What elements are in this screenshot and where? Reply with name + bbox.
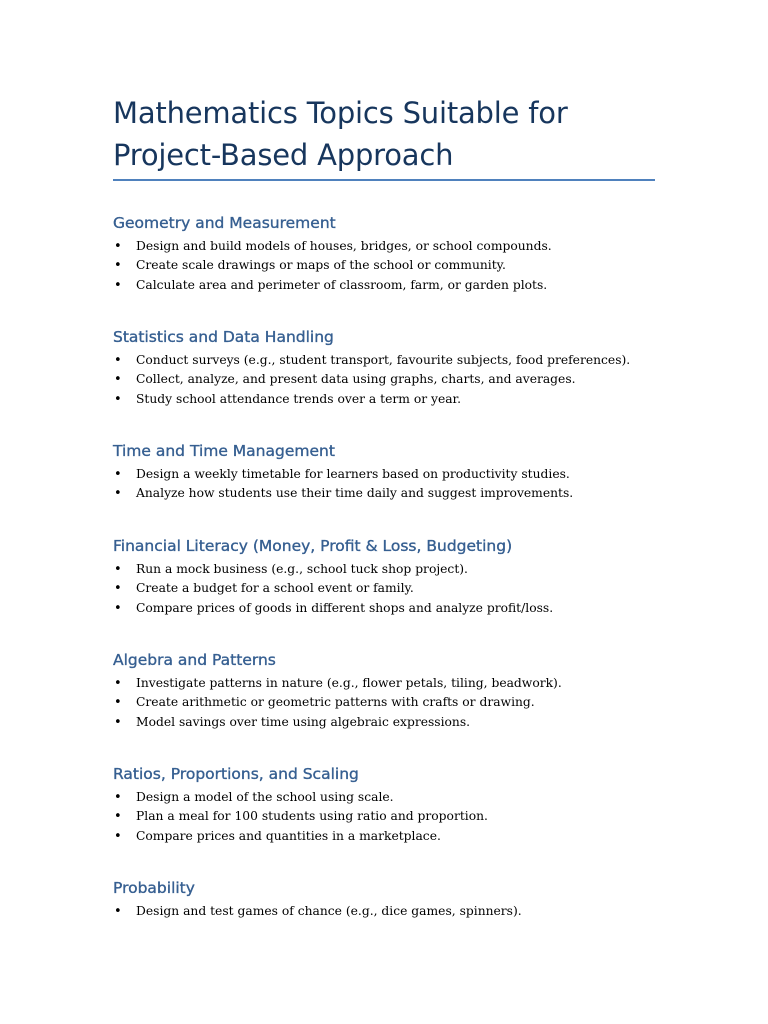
bullet-icon: • bbox=[114, 904, 122, 919]
bullet-icon: • bbox=[114, 353, 122, 368]
list-item-text: Compare prices and quantities in a marketplace. bbox=[136, 828, 441, 843]
list-item-text: Collect, analyze, and present data using graphs, charts, and averages. bbox=[136, 372, 576, 387]
bullet-icon: • bbox=[114, 600, 122, 616]
list-item bbox=[113, 390, 673, 409]
list-item bbox=[113, 599, 673, 618]
bullet-list bbox=[113, 560, 673, 618]
list-item-text: Design a model of the school using scale. bbox=[136, 790, 394, 804]
list-item-text: Analyze how students use their time daily and suggest improvements. bbox=[136, 486, 574, 501]
list-item bbox=[113, 237, 673, 256]
list-item-text: Calculate area and perimeter of classroom, farm, or garden plots. bbox=[136, 277, 548, 292]
section-ratios-proportions-and-scaling bbox=[113, 763, 673, 846]
bullet-icon: • bbox=[114, 258, 122, 274]
section-heading: Geometry and Measurement bbox=[113, 214, 336, 232]
bullet-list bbox=[113, 351, 673, 409]
list-item-text: Compare prices of goods in different shops and analyze profit/loss. bbox=[136, 600, 554, 615]
list-item-text: Investigate patterns in nature (e.g., flower petals, tiling, beadwork). bbox=[136, 676, 562, 690]
bullet-icon: • bbox=[114, 809, 122, 825]
list-item bbox=[113, 902, 673, 921]
list-item bbox=[113, 693, 673, 712]
list-item bbox=[113, 560, 673, 579]
list-item bbox=[113, 256, 673, 275]
bullet-icon: • bbox=[114, 695, 122, 711]
list-item-text: Study school attendance trends over a term or year. bbox=[136, 391, 461, 406]
bullet-list bbox=[113, 674, 673, 732]
section-heading: Ratios, Proportions, and Scaling bbox=[113, 765, 359, 783]
list-item-text: Design a weekly timetable for learners based on productivity studies. bbox=[136, 467, 570, 481]
section-statistics-and-data-handling bbox=[113, 326, 673, 409]
bullet-icon: • bbox=[114, 562, 122, 577]
list-item-text: Create scale drawings or maps of the school or community. bbox=[136, 258, 506, 273]
section-heading: Algebra and Patterns bbox=[113, 651, 276, 669]
bullet-icon: • bbox=[114, 372, 122, 388]
bullet-icon: • bbox=[114, 391, 122, 407]
list-item bbox=[113, 465, 673, 484]
list-item bbox=[113, 370, 673, 389]
title-underline bbox=[113, 179, 655, 181]
bullet-icon: • bbox=[114, 467, 122, 482]
section-heading: Probability bbox=[113, 879, 195, 897]
list-item-text: Model savings over time using algebraic expressions. bbox=[136, 714, 471, 729]
section-heading: Time and Time Management bbox=[113, 442, 335, 460]
list-item-text: Create a budget for a school event or family. bbox=[136, 581, 414, 596]
list-item-text: Conduct surveys (e.g., student transport, favourite subjects, food preferences). bbox=[136, 353, 631, 367]
list-item bbox=[113, 807, 673, 826]
list-item-text: Create arithmetic or geometric patterns with crafts or drawing. bbox=[136, 695, 535, 710]
section-probability bbox=[113, 877, 673, 921]
bullet-icon: • bbox=[114, 790, 122, 805]
section-algebra-and-patterns bbox=[113, 649, 673, 732]
list-item-text: Run a mock business (e.g., school tuck shop project). bbox=[136, 562, 468, 576]
bullet-icon: • bbox=[114, 714, 122, 730]
bullet-list bbox=[113, 465, 673, 504]
list-item bbox=[113, 276, 673, 295]
section-heading: Financial Literacy (Money, Profit & Loss, Budgeting) bbox=[113, 537, 513, 555]
bullet-list bbox=[113, 237, 673, 295]
bullet-icon: • bbox=[114, 676, 122, 691]
document-title: Mathematics Topics Suitable for Project-Based Approach bbox=[113, 96, 568, 172]
list-item bbox=[113, 351, 673, 370]
bullet-list bbox=[113, 902, 673, 921]
bullet-icon: • bbox=[114, 277, 122, 293]
section-financial-literacy bbox=[113, 535, 673, 618]
list-item-text: Plan a meal for 100 students using ratio and proportion. bbox=[136, 809, 488, 824]
bullet-icon: • bbox=[114, 239, 122, 254]
list-item bbox=[113, 713, 673, 732]
list-item bbox=[113, 579, 673, 598]
section-geometry-and-measurement bbox=[113, 212, 673, 295]
bullet-list bbox=[113, 788, 673, 846]
list-item bbox=[113, 788, 673, 807]
section-time-and-time-management bbox=[113, 440, 673, 504]
section-heading: Statistics and Data Handling bbox=[113, 328, 334, 346]
bullet-icon: • bbox=[114, 828, 122, 844]
bullet-icon: • bbox=[114, 486, 122, 502]
bullet-icon: • bbox=[114, 581, 122, 597]
list-item bbox=[113, 674, 673, 693]
list-item bbox=[113, 484, 673, 503]
list-item-text: Design and test games of chance (e.g., dice games, spinners). bbox=[136, 904, 522, 918]
list-item bbox=[113, 827, 673, 846]
list-item-text: Design and build models of houses, bridges, or school compounds. bbox=[136, 239, 552, 253]
